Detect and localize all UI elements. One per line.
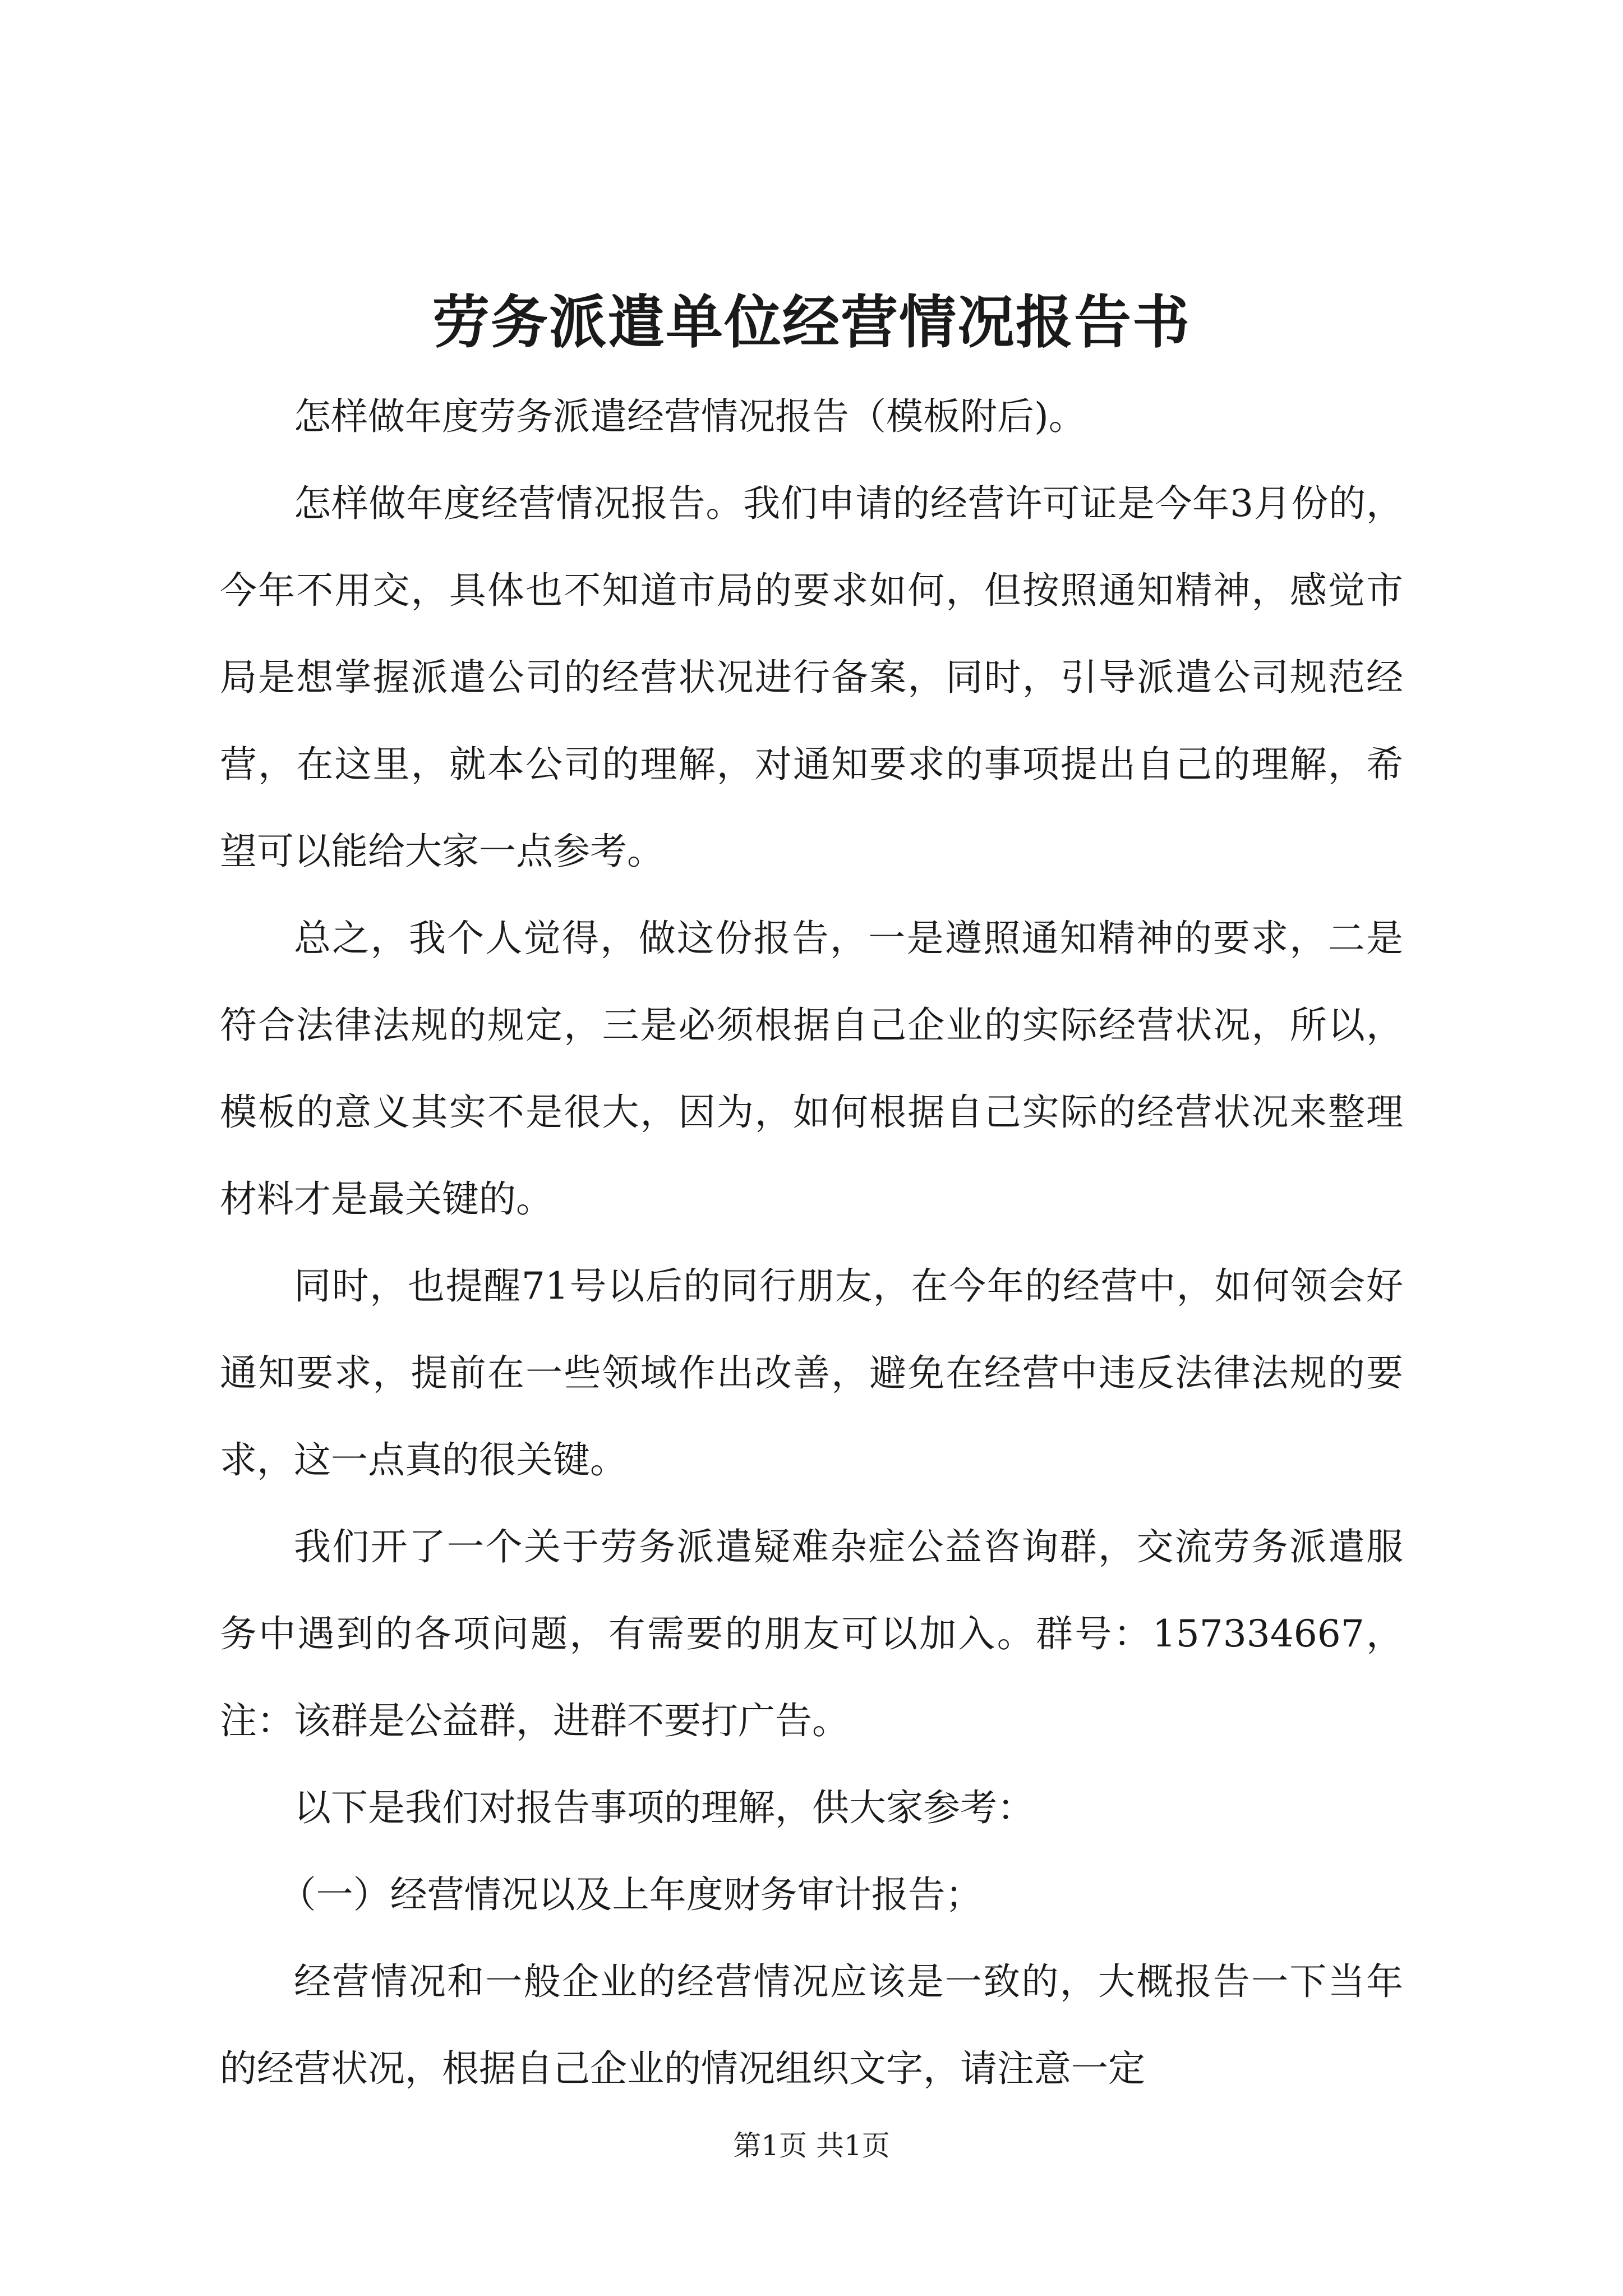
document-body [220,373,1403,2112]
paragraph-summary: 总之，我个人觉得，做这份报告，一是遵照通知精神的要求，二是符合法律法规的规定，三是必须根据自己企业的实际经营状况，所以，模板的意义其实不是很大，因为，如何根据自己实际的经营状况来整理材料才是最关键的。 [220,917,1403,1221]
paragraph-reminder: 同时，也提醒71号以后的同行朋友，在今年的经营中，如何领会好通知要求，提前在一些领域作出改善，避免在经营中违反法律法规的要求，这一点真的很关键。 [220,1264,1403,1481]
section-heading-1: （一）经营情况以及上年度财务审计报告； [279,1873,983,1916]
paragraph-intro: 怎样做年度劳务派遣经营情况报告（模板附后)。 [294,395,1086,438]
document-title: 劳务派遣单位经营情况报告书 [432,289,1191,356]
paragraph-license: 怎样做年度经营情况报告。我们申请的经营许可证是今年3月份的，今年不用交，具体也不知道市局的要求如何，但按照通知精神，感觉市局是想掌握派遣公司的经营状况进行备案，同时，引导派遣公司规范经营，在这里，就本公司的理解，对通知要求的事项提出自己的理解，希望可以能给大家一点参考。 [220,482,1403,873]
page-number: 第1页 共1页 [733,2129,890,2162]
paragraph-lead-in: 以下是我们对报告事项的理解，供大家参考： [294,1786,1034,1829]
paragraph-operations: 经营情况和一般企业的经营情况应该是一致的，大概报告一下当年的经营状况，根据自己企业的情况组织文字，请注意一定 [220,1960,1403,2090]
paragraph-group: 我们开了一个关于劳务派遣疑难杂症公益咨询群，交流劳务派遣服务中遇到的各项问题，有需要的朋友可以加入。群号：157334667，注：该群是公益群，进群不要打广告。 [220,1525,1403,1742]
